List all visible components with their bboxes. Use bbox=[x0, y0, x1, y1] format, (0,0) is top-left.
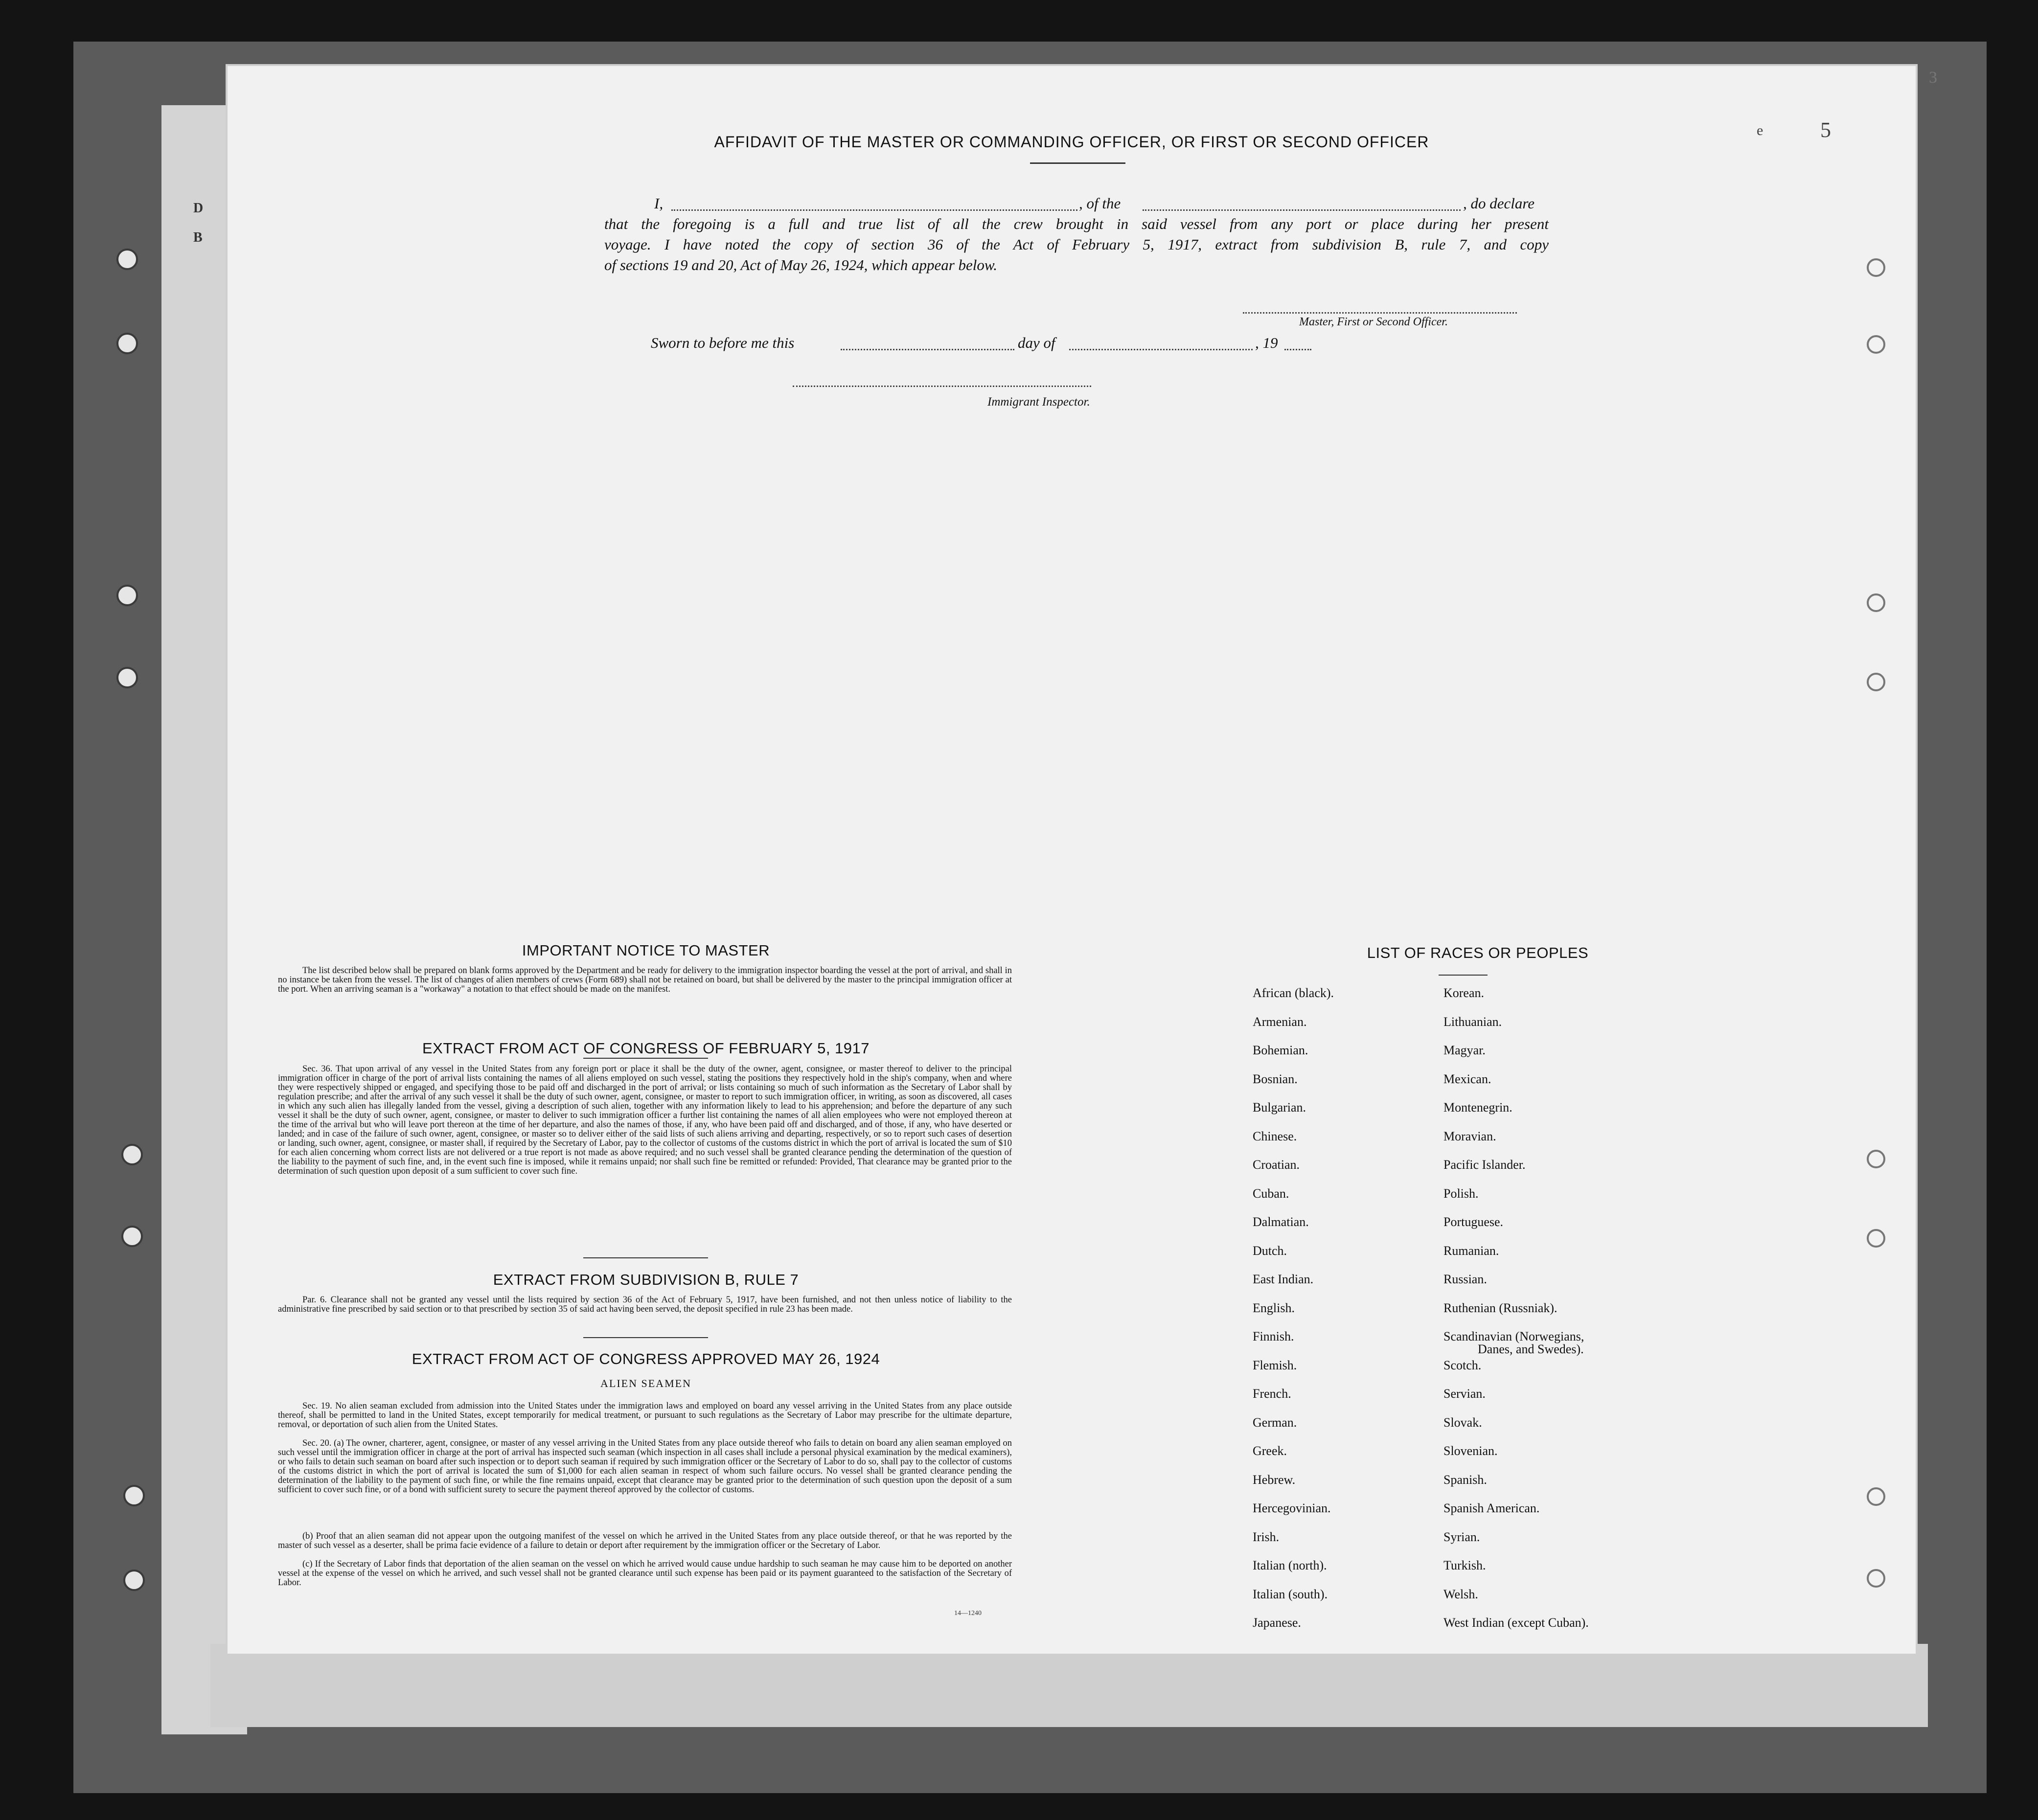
race-item: Polish. bbox=[1443, 1186, 1479, 1201]
race-item: Irish. bbox=[1253, 1529, 1280, 1544]
race-item: German. bbox=[1253, 1415, 1297, 1430]
race-item: Hebrew. bbox=[1253, 1472, 1296, 1487]
race-item: Dalmatian. bbox=[1253, 1215, 1309, 1229]
extract-1924-sec20a: Sec. 20. (a) The owner, charterer, agent, consignee, or master of any vessel arriving in the United States from any place outside thereof who fails to detain on board any alien seaman employed on such vessel until the immigration officer in charge at the port of arrival has inspected such seaman (which inspection in all cases shall include a personal physical examination by the medical examiners), or who fails to detain such seaman on board after such inspection or to deport such seaman if required by such immigration officer or the Secretary of Labor to do so, shall pay to the collector of customs of the customs district in which the port of arrival is located the sum of $1,000 for each alien seaman in respect of whom such failure occurs. No vessel shall be granted clearance pending the determination of the liability to the payment of such fine, or while the fine remains unpaid, except that clearance may be granted prior to the determination of such question upon the deposit of a sum sufficient to cover such fine, or of a bond with sufficient surety to secure the payment thereof approved by the collector of customs. bbox=[278, 1438, 1012, 1495]
notice-text: The list described below shall be prepared on blank forms approved by the Department and be ready for delivery to the immigration inspector boarding the vessel at the port of arrival, and shall in no instance be taken from the vessel. The list of changes of alien members of crews (Form 689) shall not be retained on board, but shall be delivered by the master to the principal immigration officer at the port. When an arriving seaman is a "workaway" a notation to that effect should be made on the manifest. bbox=[278, 966, 1012, 994]
punch-hole bbox=[116, 585, 138, 606]
race-item: Bulgarian. bbox=[1253, 1100, 1306, 1115]
race-item: Ruthenian (Russniak). bbox=[1443, 1300, 1557, 1315]
race-item: Croatian. bbox=[1253, 1158, 1300, 1172]
race-item: Slovak. bbox=[1443, 1415, 1482, 1430]
punch-hole bbox=[116, 667, 138, 688]
paper-edge-mark: D bbox=[193, 201, 204, 216]
race-item: French. bbox=[1253, 1387, 1291, 1401]
race-item: Armenian. bbox=[1253, 1014, 1307, 1029]
punch-hole bbox=[116, 333, 138, 354]
race-item: Mexican. bbox=[1443, 1071, 1491, 1086]
punch-hole bbox=[121, 1144, 143, 1165]
punch-hole bbox=[123, 1570, 145, 1591]
race-item: Japanese. bbox=[1253, 1615, 1301, 1630]
race-item: Rumanian. bbox=[1443, 1243, 1499, 1258]
race-item: East Indian. bbox=[1253, 1272, 1314, 1286]
race-item: Montenegrin. bbox=[1443, 1100, 1512, 1115]
paper-edge-mark: B bbox=[193, 230, 203, 245]
vessel-name-blank[interactable] bbox=[1143, 209, 1461, 211]
race-item: Dutch. bbox=[1253, 1243, 1287, 1258]
extract-rule7-title: EXTRACT FROM SUBDIVISION B, RULE 7 bbox=[493, 1271, 799, 1288]
affidavit-line-4: of sections 19 and 20, Act of May 26, 1924, which appear below. bbox=[604, 256, 998, 273]
punch-hole bbox=[1867, 1150, 1885, 1168]
affidavit-of-the: , of the bbox=[1079, 195, 1121, 212]
race-item: Servian. bbox=[1443, 1387, 1486, 1401]
section-rule bbox=[583, 1257, 708, 1258]
race-item: Korean. bbox=[1443, 986, 1485, 1000]
extract-1924-title: EXTRACT FROM ACT OF CONGRESS APPROVED MAY 26, 1924 bbox=[412, 1350, 880, 1367]
race-item: Russian. bbox=[1443, 1272, 1487, 1286]
race-item: Spanish. bbox=[1443, 1472, 1487, 1487]
race-item: Spanish American. bbox=[1443, 1501, 1540, 1515]
race-item: Scandinavian (Norwegians, bbox=[1443, 1329, 1584, 1343]
sworn-year-blank[interactable] bbox=[1284, 349, 1311, 350]
extract-1924-sec20c: (c) If the Secretary of Labor finds that deportation of the alien seaman on the vessel on which he arrived would cause undue hardship to such seaman he may cause him to be deported on another vessel at the expense of the vessel on which he arrived, and such vessel shall not be granted clearance until such expense has been paid or its payment guaranteed to the satisfaction of the Secretary of Labor. bbox=[278, 1559, 1012, 1588]
punch-hole bbox=[121, 1226, 143, 1247]
sworn-day-blank[interactable] bbox=[841, 349, 1014, 350]
race-item: Slovenian. bbox=[1443, 1444, 1498, 1458]
punch-hole bbox=[1867, 593, 1885, 612]
sworn-prefix: Sworn to before me this bbox=[651, 334, 795, 351]
master-name-blank[interactable] bbox=[671, 209, 1077, 211]
race-item: Moravian. bbox=[1443, 1129, 1496, 1143]
races-title-underline bbox=[1439, 975, 1488, 976]
race-item-continuation: Danes, and Swedes). bbox=[1478, 1342, 1584, 1356]
race-item: Chinese. bbox=[1253, 1129, 1297, 1143]
race-item: Bosnian. bbox=[1253, 1071, 1298, 1086]
sworn-year-prefix: , 19 bbox=[1255, 334, 1278, 351]
race-item: Italian (north). bbox=[1253, 1558, 1327, 1572]
punch-hole bbox=[123, 1485, 145, 1506]
race-item: Turkish. bbox=[1443, 1558, 1486, 1572]
race-item: Cuban. bbox=[1253, 1186, 1289, 1201]
races-title: LIST OF RACES OR PEOPLES bbox=[1367, 944, 1589, 961]
form-number: 14—1240 bbox=[954, 1610, 982, 1617]
race-item: Portuguese. bbox=[1443, 1215, 1504, 1229]
punch-hole bbox=[1867, 1569, 1885, 1588]
race-item: Hercegovinian. bbox=[1253, 1501, 1331, 1515]
affidavit-title: AFFIDAVIT OF THE MASTER OR COMMANDING OFFICER, OR FIRST OR SECOND OFFICER bbox=[714, 133, 1429, 151]
affidavit-i: I, bbox=[654, 195, 664, 212]
extract-1924-sec19: Sec. 19. No alien seaman excluded from admission into the United States under the immigration laws and employed on board any vessel arriving in the United States from any place outside thereof, shall be permitted to land in the United States, except temporarily for medical treatment, or pursuant to such regulations as the Secretary of Labor may prescribe for the ultimate departure, removal, or deportation of such alien from the United States. bbox=[278, 1401, 1012, 1430]
race-item: Greek. bbox=[1253, 1444, 1287, 1458]
punch-hole bbox=[1867, 673, 1885, 691]
affidavit-do-declare: , do declare bbox=[1463, 195, 1535, 212]
race-item: Flemish. bbox=[1253, 1358, 1297, 1372]
punch-hole bbox=[1867, 1487, 1885, 1506]
race-item: Syrian. bbox=[1443, 1529, 1480, 1544]
race-item: Bohemian. bbox=[1253, 1043, 1308, 1057]
extract-1924-subtitle: ALIEN SEAMEN bbox=[600, 1377, 691, 1389]
master-signature-blank[interactable] bbox=[1243, 312, 1517, 314]
sworn-month-blank[interactable] bbox=[1069, 349, 1253, 350]
affidavit-line-3: voyage. I have noted the copy of section 36 of the Act of February 5, 1917, extract from subdivision B, rule 7, and copy bbox=[604, 236, 1549, 253]
extract-1917-title: EXTRACT FROM ACT OF CONGRESS OF FEBRUARY 5, 1917 bbox=[422, 1040, 870, 1057]
punch-hole bbox=[1867, 335, 1885, 354]
punch-hole bbox=[116, 249, 138, 270]
notice-title: IMPORTANT NOTICE TO MASTER bbox=[522, 942, 770, 959]
race-item: African (black). bbox=[1253, 986, 1334, 1000]
sheet-bottom-strip bbox=[210, 1644, 1928, 1727]
race-item: English. bbox=[1253, 1300, 1295, 1315]
section-rule bbox=[583, 1337, 708, 1338]
inspector-caption: Immigrant Inspector. bbox=[987, 395, 1090, 409]
sworn-day-of: day of bbox=[1018, 334, 1055, 351]
race-item: Finnish. bbox=[1253, 1329, 1294, 1343]
extract-1924-sec20b: (b) Proof that an alien seaman did not appear upon the outgoing manifest of the vessel on which he arrived in the United States from any place outside thereof, or that he was reported by the master of such vessel as a deserter, shall be prima facie evidence of a failure to detain or deport after requirement by the immigration officer or the Secretary of Labor. bbox=[278, 1531, 1012, 1550]
corner-handwritten-mark: 5 bbox=[1820, 118, 1831, 142]
corner-digit-mark: 3 bbox=[1929, 68, 1937, 87]
race-item: Pacific Islander. bbox=[1443, 1158, 1526, 1172]
race-item: Lithuanian. bbox=[1443, 1014, 1502, 1029]
title-underline bbox=[1030, 162, 1125, 164]
master-signature-caption: Master, First or Second Officer. bbox=[1299, 316, 1448, 328]
extract-1917-text: Sec. 36. That upon arrival of any vessel in the United States from any foreign port or place it shall be the duty of the owner, agent, consignee, or master thereof to deliver to the principal immigration officer in charge of the port of arrival lists containing the names of all aliens employed on such vessel, stating the positions they respectively hold in the ship's company, when and where they were respectively shipped or engaged, and specifying those to be paid off and discharged in the port of arrival; or lists containing so much of such information as the Secretary of Labor shall by regulation prescribe; and after the arrival of any such vessel it shall be the duty of such owner, agent, consignee, or master to report to such immigration officer, in writing, as soon as discovered, all cases in which any such alien has illegally landed from the vessel, giving a description of such alien, together with any information likely to lead to his apprehension; and before the departure of any such vessel it shall be the duty of such owner, agent, consignee, or master to deliver to such immigration officer a further list containing the names of all alien employees who were not employed thereon at the time of the arrival but who will leave port thereon at the time of her departure, and also the names of those, if any, who have been paid off and discharged, and of those, if any, who have deserted or landed; and in case of the failure of such owner, agent, consignee, or master so to deliver either of the said lists of such aliens arriving and departing, respectively, or so to report such cases of desertion or landing, such owner, agent, consignee, or master shall, if required by the Secretary of Labor, pay to the collector of customs of the customs district in which the port of arrival is located the sum of $10 for each alien concerning whom correct lists are not delivered or a true report is not made as above required; and no such vessel shall be granted clearance pending the determination of the question of the liability to the payment of such fine, and, in the event such fine is imposed, while it remains unpaid; nor shall such fine be remitted or refunded: Provided, That clearance may be granted prior to the determination of such question upon deposit of a sum sufficient to cover such fine. bbox=[278, 1064, 1012, 1176]
race-item: Scotch. bbox=[1443, 1358, 1482, 1372]
race-item: West Indian (except Cuban). bbox=[1443, 1615, 1589, 1630]
section-rule bbox=[583, 1058, 708, 1059]
affidavit-line-2: that the foregoing is a full and true list of all the crew brought in said vessel from any port or place during her present bbox=[604, 215, 1549, 232]
race-item: Welsh. bbox=[1443, 1587, 1478, 1601]
punch-hole bbox=[1867, 1229, 1885, 1248]
inspector-signature-blank[interactable] bbox=[793, 386, 1091, 387]
race-item: Italian (south). bbox=[1253, 1587, 1328, 1601]
race-item: Magyar. bbox=[1443, 1043, 1486, 1057]
extract-rule7-text: Par. 6. Clearance shall not be granted any vessel until the lists required by section 36 of the Act of February 5, 1917, have been furnished, and not then unless notice of liability to the administrative fine prescribed by said section or to that prescribed by section 35 of said act having been served, the deposit specified in rule 23 has been made. bbox=[278, 1295, 1012, 1314]
corner-handwritten-mark: e bbox=[1757, 122, 1763, 138]
punch-hole bbox=[1867, 258, 1885, 277]
